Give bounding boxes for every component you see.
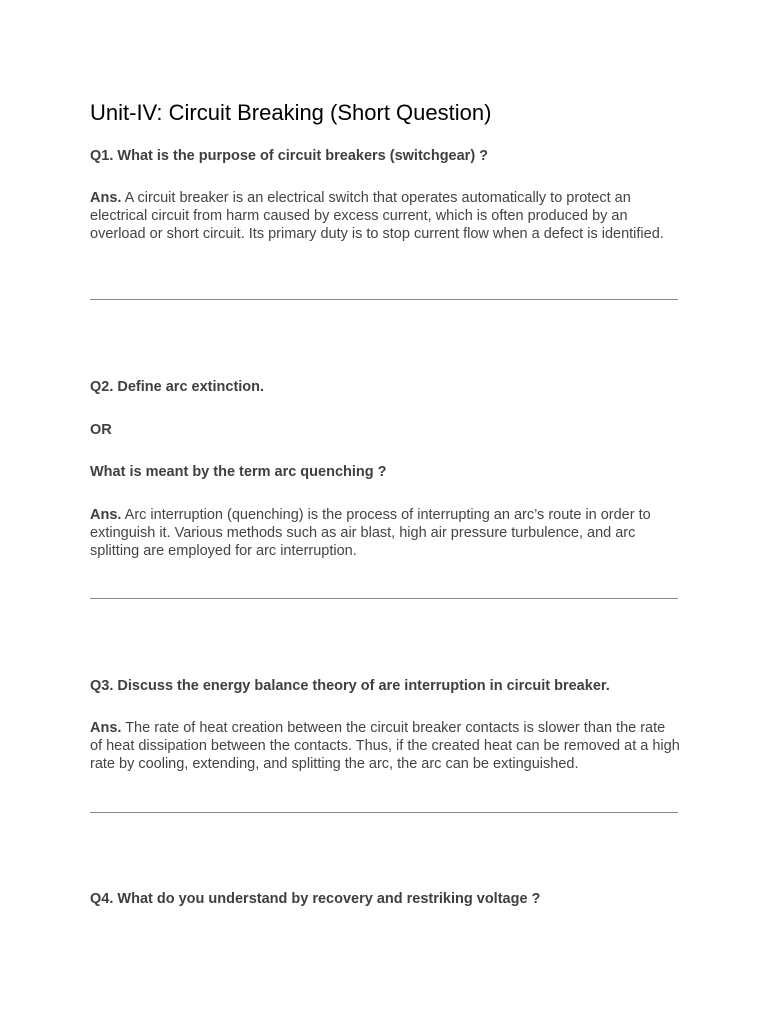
- or-separator: OR: [90, 422, 112, 438]
- question-2-alternate: What is meant by the term arc quenching ?: [90, 464, 387, 480]
- answer-1: [90, 189, 680, 243]
- answer-2: [90, 506, 680, 560]
- answer-text: A circuit breaker is an electrical switch that operates automatically to protect an electrical circuit from harm caused by excess current, which is often produced by an overload or short circuit. Its primary duty is to stop current flow when a defect is identified.: [90, 190, 664, 242]
- answer-3: [90, 719, 680, 773]
- question-1: Q1. What is the purpose of circuit breakers (switchgear) ?: [90, 148, 489, 164]
- section-divider: [90, 812, 678, 813]
- answer-label: Ans.: [90, 507, 122, 523]
- answer-label: Ans.: [90, 190, 122, 206]
- section-divider: [90, 299, 678, 300]
- page-title: Unit-IV: Circuit Breaking (Short Question): [90, 100, 492, 125]
- section-divider: [90, 598, 678, 599]
- answer-text: Arc interruption (quenching) is the process of interrupting an arc’s route in order to extinguish it. Various methods such as air blast, high air pressure turbulence, and arc splitting are employed for arc interruption.: [90, 507, 651, 559]
- question-2: Q2. Define arc extinction.: [90, 379, 265, 395]
- answer-text: The rate of heat creation between the circuit breaker contacts is slower than the rate of heat dissipation between the contacts. Thus, if the created heat can be removed at a high rate by cooling, extending, and splitting the arc, the arc can be extinguished.: [90, 720, 680, 772]
- question-3: Q3. Discuss the energy balance theory of are interruption in circuit breaker.: [90, 678, 610, 694]
- question-4: Q4. What do you understand by recovery and restriking voltage ?: [90, 891, 541, 907]
- answer-label: Ans.: [90, 720, 122, 736]
